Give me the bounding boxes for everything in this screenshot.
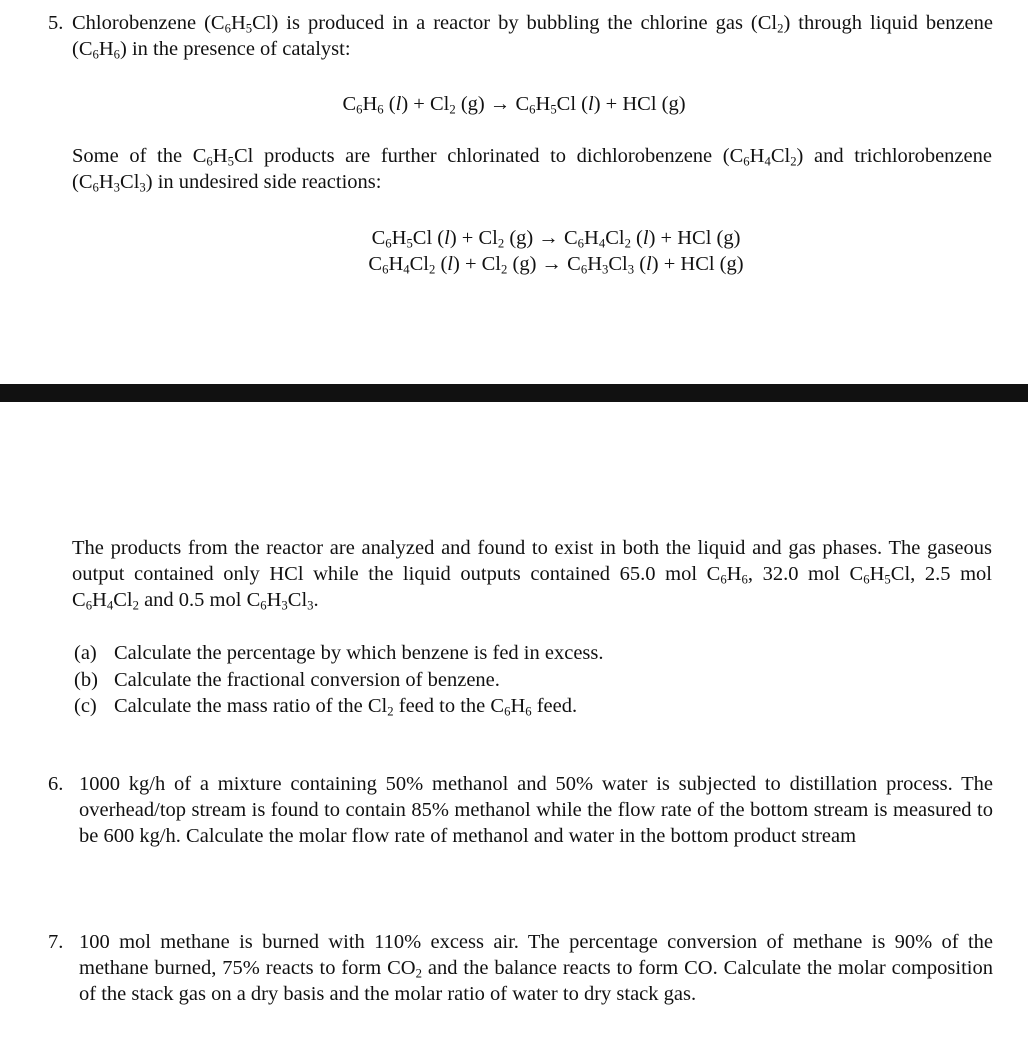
side-reaction-2: $C_6H_4Cl_2$ $(l) + Cl_2$ $(g) \to C_6H_3Cl_3$ (l) + HCl (g) — [368, 253, 744, 277]
reactor-products-text: The products from the reactor are analyzed and found to exist in both the liquid and gas phases. The gaseous output contained only HCl while the liquid outputs contained 65.0 mol $C_6H_6$, 32.0 mol $C_6H_5Cl$, 2.5 mol $C_6H_4Cl_2$ and 0.5 mol $C_6H_3Cl_3$. — [72, 537, 992, 613]
part-a — [74, 640, 874, 667]
part-label: (a) — [74, 642, 97, 664]
question-7-text: 100 mol methane is burned with 110% excess air. The percentage conversion of methane is 90% of the methane burned, 75% reacts to form $CO_2$ and the balance reacts to form CO. Calculate the molar composition of the stack gas on a dry basis and the molar ratio of water to dry stack gas. — [79, 931, 993, 1005]
part-text: Calculate the mass ratio of the $Cl_2$ feed to the $C_6H_6$ feed. — [114, 695, 578, 719]
question-number: 5. — [48, 12, 64, 34]
question-5-parts — [74, 640, 874, 720]
question-6 — [48, 771, 993, 849]
question-5 — [48, 10, 993, 62]
part-c — [74, 693, 874, 720]
part-text: Calculate the percentage by which benzene is fed in excess. — [114, 642, 604, 664]
question-number: 6. — [48, 773, 64, 795]
main-reaction-equation: $C_6H_6$ $(l) + Cl_2$ $(g) \to C_6H_5Cl$ (l) + HCl (g) — [342, 93, 686, 117]
question-number: 7. — [48, 931, 64, 953]
part-b — [74, 667, 874, 694]
question-6-text: 1000 kg/h of a mixture containing 50% methanol and 50% water is subjected to distillation process. The overhead/top stream is found to contain 85% methanol while the flow rate of the bottom stream is measured to be 600 kg/h. Calculate the molar flow rate of methanol and water in the bottom product stream — [79, 773, 993, 847]
part-label: (b) — [74, 668, 98, 691]
part-label: (c) — [74, 695, 97, 717]
question-5-intro: Chlorobenzene $(C_6H_5Cl)$ is produced in a reactor by bubbling the chlorine gas $(Cl_2)$ through liquid benzene $(C_6H_6)$ in the presence of catalyst: — [72, 12, 993, 62]
side-reaction-1: $C_6H_5Cl$ $(l) + Cl_2$ $(g) \to C_6H_4Cl_2$ (l) + HCl (g) — [371, 227, 741, 251]
separator-band — [0, 384, 1028, 402]
part-text: Calculate the fractional conversion of benzene. — [114, 668, 500, 691]
question-7 — [48, 929, 993, 1007]
side-reaction-intro: Some of the $C_6H_5Cl$ products are further chlorinated to dichlorobenzene $(C_6H_4Cl_2)$ and trichlorobenzene $(C_6H_3Cl_3)$ in undesired side reactions: — [72, 145, 992, 195]
